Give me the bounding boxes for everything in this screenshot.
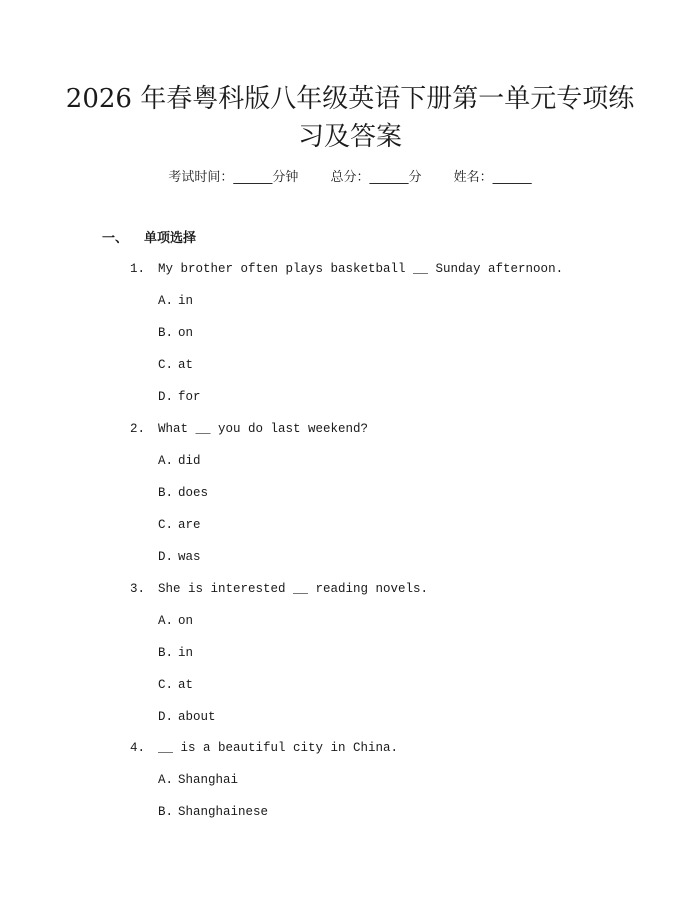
option-1c bbox=[158, 356, 193, 374]
question-number: 4. bbox=[130, 741, 146, 755]
option-3c bbox=[158, 676, 193, 694]
option-text: are bbox=[178, 518, 201, 532]
section-heading bbox=[102, 229, 196, 249]
option-text: Shanghai bbox=[178, 773, 239, 787]
option-letter: A. bbox=[158, 614, 174, 628]
question-4 bbox=[130, 739, 398, 757]
option-letter: C. bbox=[158, 518, 174, 532]
student-name-label: 姓名：______ bbox=[453, 170, 532, 185]
option-1a bbox=[158, 292, 193, 310]
option-text: at bbox=[178, 358, 194, 372]
option-3b bbox=[158, 644, 193, 662]
option-text: does bbox=[178, 486, 209, 500]
option-letter: A. bbox=[158, 773, 174, 787]
option-1d bbox=[158, 388, 201, 406]
option-letter: B. bbox=[158, 805, 174, 819]
total-score-label: 总分：______分 bbox=[330, 170, 422, 185]
option-4b bbox=[158, 803, 268, 821]
option-text: was bbox=[178, 550, 201, 564]
document-title: 2026 年春粤科版八年级英语下册第一单元专项练习及答案 bbox=[65, 84, 635, 152]
question-text: What __ you do last weekend? bbox=[158, 422, 369, 436]
exam-meta bbox=[0, 168, 700, 188]
exam-time-label: 考试时间：______分钟 bbox=[168, 170, 299, 185]
question-text: My brother often plays basketball __ Sunday afternoon. bbox=[158, 262, 564, 276]
option-1b bbox=[158, 324, 193, 342]
option-letter: B. bbox=[158, 646, 174, 660]
option-letter: D. bbox=[158, 550, 174, 564]
option-text: on bbox=[178, 326, 194, 340]
option-letter: B. bbox=[158, 326, 174, 340]
option-letter: B. bbox=[158, 486, 174, 500]
question-1 bbox=[130, 260, 563, 278]
section-number: 一、 bbox=[102, 231, 129, 246]
option-letter: A. bbox=[158, 454, 174, 468]
option-text: Shanghainese bbox=[178, 805, 269, 819]
question-3 bbox=[130, 580, 428, 598]
question-text: __ is a beautiful city in China. bbox=[158, 741, 399, 755]
question-2 bbox=[130, 420, 368, 438]
option-text: in bbox=[178, 294, 194, 308]
option-text: at bbox=[178, 678, 194, 692]
option-4a bbox=[158, 771, 238, 789]
option-2d bbox=[158, 548, 201, 566]
question-number: 3. bbox=[130, 582, 146, 596]
option-2c bbox=[158, 516, 201, 534]
option-text: did bbox=[178, 454, 201, 468]
option-letter: A. bbox=[158, 294, 174, 308]
option-3a bbox=[158, 612, 193, 630]
option-text: in bbox=[178, 646, 194, 660]
option-text: for bbox=[178, 390, 201, 404]
question-number: 2. bbox=[130, 422, 146, 436]
option-letter: C. bbox=[158, 678, 174, 692]
option-3d bbox=[158, 708, 216, 726]
option-letter: C. bbox=[158, 358, 174, 372]
option-letter: D. bbox=[158, 710, 174, 724]
question-text: She is interested __ reading novels. bbox=[158, 582, 429, 596]
question-number: 1. bbox=[130, 262, 146, 276]
option-letter: D. bbox=[158, 390, 174, 404]
option-text: on bbox=[178, 614, 194, 628]
option-2b bbox=[158, 484, 208, 502]
option-text: about bbox=[178, 710, 216, 724]
section-title: 单项选择 bbox=[144, 231, 197, 246]
option-2a bbox=[158, 452, 201, 470]
